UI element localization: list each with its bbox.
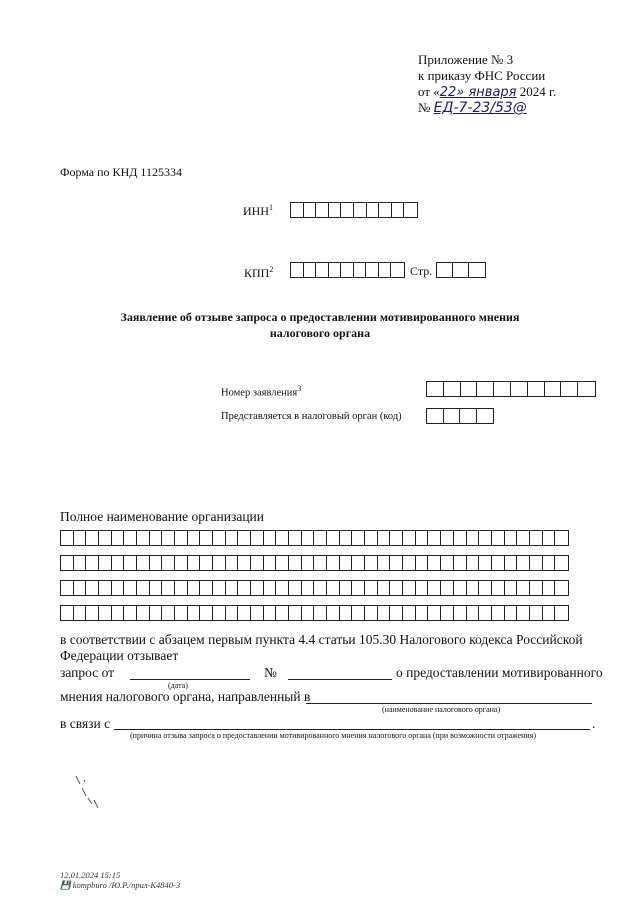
input-cell[interactable] [99, 531, 112, 545]
input-cell[interactable] [264, 581, 277, 595]
input-cell[interactable] [264, 556, 277, 570]
input-cell[interactable] [392, 203, 405, 217]
input-cell[interactable] [276, 606, 289, 620]
reason-line[interactable] [114, 729, 590, 730]
input-cell[interactable] [543, 531, 556, 545]
input-cell[interactable] [479, 556, 492, 570]
file-icon: 💾 [60, 880, 71, 890]
input-cell[interactable] [352, 606, 365, 620]
authority-caption: (наименование налогового органа) [382, 705, 501, 714]
input-cell[interactable] [327, 556, 340, 570]
input-cell[interactable] [124, 606, 137, 620]
input-cell[interactable] [124, 531, 137, 545]
input-cell[interactable] [304, 203, 317, 217]
input-cell[interactable] [226, 531, 239, 545]
input-cell[interactable] [530, 581, 543, 595]
input-cell[interactable] [327, 581, 340, 595]
input-cell[interactable] [367, 203, 380, 217]
input-cell[interactable] [162, 581, 175, 595]
input-cell[interactable] [200, 556, 213, 570]
org-name-row-1[interactable] [60, 530, 569, 546]
input-cell[interactable] [545, 382, 562, 396]
input-cell[interactable] [492, 531, 505, 545]
footer-timestamp: 12.01.2024 15:15 [60, 870, 121, 880]
input-cell[interactable] [390, 556, 403, 570]
input-cell[interactable] [441, 531, 454, 545]
input-cell[interactable] [505, 606, 518, 620]
input-cell[interactable] [378, 606, 391, 620]
input-cell[interactable] [416, 581, 429, 595]
input-cell[interactable] [289, 606, 302, 620]
input-cell[interactable] [264, 606, 277, 620]
input-cell[interactable] [162, 556, 175, 570]
input-cell[interactable] [530, 606, 543, 620]
input-cell[interactable] [511, 382, 528, 396]
input-cell[interactable] [226, 581, 239, 595]
input-cell[interactable] [352, 581, 365, 595]
input-cell[interactable] [528, 382, 545, 396]
input-cell[interactable] [517, 606, 530, 620]
inn-label-text: ИНН [243, 204, 269, 218]
input-cell[interactable] [112, 556, 125, 570]
tax-authority-name-line[interactable] [306, 703, 592, 704]
input-cell[interactable] [314, 531, 327, 545]
input-cell[interactable] [329, 263, 342, 277]
input-cell[interactable] [441, 581, 454, 595]
input-cell[interactable] [461, 382, 478, 396]
input-cell[interactable] [505, 531, 518, 545]
input-cell[interactable] [366, 263, 379, 277]
input-cell[interactable] [188, 606, 201, 620]
opinion-text: мнения налогового органа, направленный в [60, 689, 311, 704]
input-cell[interactable] [289, 531, 302, 545]
input-cell[interactable] [555, 606, 568, 620]
input-cell[interactable] [61, 606, 74, 620]
input-cell[interactable] [314, 581, 327, 595]
input-cell[interactable] [137, 581, 150, 595]
body-line-1: в соответствии с абзацем первым пункта 4.4 статьи 105.30 Налогового кодекса Российской [60, 632, 583, 647]
order-date-prefix: от « [418, 84, 440, 99]
input-cell[interactable] [543, 581, 556, 595]
input-cell[interactable] [112, 531, 125, 545]
input-cell[interactable] [314, 556, 327, 570]
input-cell[interactable] [289, 556, 302, 570]
application-number-cells[interactable] [426, 381, 596, 397]
input-cell[interactable] [99, 606, 112, 620]
input-cell[interactable] [444, 382, 461, 396]
input-cell[interactable] [390, 606, 403, 620]
input-cell[interactable] [555, 556, 568, 570]
handwritten-mark-icon [70, 770, 110, 815]
input-cell[interactable] [365, 556, 378, 570]
input-cell[interactable] [314, 606, 327, 620]
input-cell[interactable] [428, 531, 441, 545]
appendix-label: Приложение № 3 [418, 52, 514, 67]
order-number-prefix: № [418, 100, 431, 115]
request-from-label: запрос от [60, 665, 115, 680]
input-cell[interactable] [112, 581, 125, 595]
input-cell[interactable] [276, 581, 289, 595]
input-cell[interactable] [404, 203, 417, 217]
input-cell[interactable] [251, 531, 264, 545]
input-cell[interactable] [505, 556, 518, 570]
page-cells[interactable] [436, 262, 486, 278]
input-cell[interactable] [460, 409, 477, 423]
tax-authority-cells[interactable] [426, 408, 494, 424]
input-cell[interactable] [329, 203, 342, 217]
input-cell[interactable] [137, 556, 150, 570]
input-cell[interactable] [188, 556, 201, 570]
input-cell[interactable] [517, 556, 530, 570]
input-cell[interactable] [454, 531, 467, 545]
kpp-cells[interactable] [290, 262, 405, 278]
org-name-row-3[interactable] [60, 580, 569, 596]
input-cell[interactable] [188, 531, 201, 545]
input-cell[interactable] [379, 203, 392, 217]
input-cell[interactable] [365, 606, 378, 620]
input-cell[interactable] [416, 531, 429, 545]
input-cell[interactable] [291, 263, 304, 277]
input-cell[interactable] [416, 556, 429, 570]
input-cell[interactable] [416, 606, 429, 620]
input-cell[interactable] [137, 606, 150, 620]
input-cell[interactable] [124, 581, 137, 595]
inn-cells[interactable] [290, 202, 418, 218]
input-cell[interactable] [213, 556, 226, 570]
due-to-label: в связи с [60, 716, 111, 731]
inn-label [243, 203, 273, 219]
input-cell[interactable] [251, 556, 264, 570]
input-cell[interactable] [437, 263, 453, 277]
input-cell[interactable] [379, 263, 392, 277]
input-cell[interactable] [477, 409, 494, 423]
application-number-footnote: 3 [297, 384, 302, 393]
input-cell[interactable] [441, 556, 454, 570]
input-cell[interactable] [150, 581, 163, 595]
input-cell[interactable] [454, 556, 467, 570]
document-title-line1: Заявление об отзыве запроса о предоставлении мотивированного мнения [120, 310, 520, 324]
reason-caption: (причина отзыва запроса о предоставлении мотивированного мнения налогового органа (при возможности отражения) [130, 731, 536, 740]
input-cell[interactable] [226, 556, 239, 570]
input-cell[interactable] [327, 606, 340, 620]
input-cell[interactable] [302, 606, 315, 620]
input-cell[interactable] [251, 581, 264, 595]
input-cell[interactable] [543, 556, 556, 570]
org-name-row-4[interactable] [60, 605, 569, 621]
order-number [418, 100, 527, 116]
input-cell[interactable] [86, 581, 99, 595]
footer-file [60, 880, 180, 891]
input-cell[interactable] [276, 531, 289, 545]
input-cell[interactable] [316, 203, 329, 217]
input-cell[interactable] [86, 556, 99, 570]
input-cell[interactable] [492, 581, 505, 595]
input-cell[interactable] [238, 531, 251, 545]
request-number-line[interactable] [288, 679, 392, 680]
input-cell[interactable] [150, 556, 163, 570]
inn-footnote: 1 [269, 203, 273, 212]
input-cell[interactable] [530, 556, 543, 570]
request-date-line[interactable] [130, 679, 250, 680]
tax-authority-label: Представляется в налоговый орган (код) [221, 411, 402, 422]
input-cell[interactable] [354, 263, 367, 277]
input-cell[interactable] [251, 606, 264, 620]
input-cell[interactable] [492, 556, 505, 570]
input-cell[interactable] [137, 531, 150, 545]
input-cell[interactable] [316, 263, 329, 277]
input-cell[interactable] [327, 531, 340, 545]
input-cell[interactable] [390, 531, 403, 545]
org-name-label: Полное наименование организации [60, 509, 264, 524]
input-cell[interactable] [378, 556, 391, 570]
input-cell[interactable] [340, 556, 353, 570]
order-date-suffix: 2024 г. [519, 84, 557, 99]
input-cell[interactable] [291, 203, 304, 217]
input-cell[interactable] [365, 581, 378, 595]
input-cell[interactable] [264, 531, 277, 545]
input-cell[interactable] [467, 531, 480, 545]
input-cell[interactable] [555, 531, 568, 545]
input-cell[interactable] [454, 581, 467, 595]
about-text: о предоставлении мотивированного [396, 665, 603, 680]
order-label: к приказу ФНС России [418, 68, 546, 83]
input-cell[interactable] [444, 409, 461, 423]
input-cell[interactable] [505, 581, 518, 595]
input-cell[interactable] [74, 556, 87, 570]
input-cell[interactable] [61, 556, 74, 570]
input-cell[interactable] [467, 556, 480, 570]
input-cell[interactable] [479, 606, 492, 620]
input-cell[interactable] [427, 382, 444, 396]
input-cell[interactable] [365, 531, 378, 545]
input-cell[interactable] [391, 263, 404, 277]
footer-file-text: kompburo /Ю.Р./прил-К4840-3 [72, 880, 181, 890]
input-cell[interactable] [517, 581, 530, 595]
body-line-2: Федерации отзывает [60, 648, 179, 663]
input-cell[interactable] [341, 203, 354, 217]
application-number-label [221, 384, 301, 399]
input-cell[interactable] [200, 606, 213, 620]
input-cell[interactable] [238, 606, 251, 620]
input-cell[interactable] [238, 556, 251, 570]
input-cell[interactable] [175, 531, 188, 545]
input-cell[interactable] [479, 581, 492, 595]
input-cell[interactable] [427, 409, 444, 423]
input-cell[interactable] [454, 606, 467, 620]
input-cell[interactable] [124, 556, 137, 570]
input-cell[interactable] [390, 581, 403, 595]
input-cell[interactable] [578, 382, 595, 396]
form-code: Форма по КНД 1125334 [60, 165, 182, 179]
input-cell[interactable] [226, 606, 239, 620]
input-cell[interactable] [200, 581, 213, 595]
kpp-label-text: КПП [244, 266, 270, 280]
input-cell[interactable] [150, 606, 163, 620]
input-cell[interactable] [340, 606, 353, 620]
input-cell[interactable] [213, 606, 226, 620]
kpp-footnote: 2 [269, 265, 274, 274]
input-cell[interactable] [99, 556, 112, 570]
input-cell[interactable] [74, 581, 87, 595]
input-cell[interactable] [74, 606, 87, 620]
input-cell[interactable] [162, 606, 175, 620]
document-title-line2: налогового органа [269, 326, 371, 340]
input-cell[interactable] [467, 606, 480, 620]
input-cell[interactable] [238, 581, 251, 595]
input-cell[interactable] [467, 581, 480, 595]
input-cell[interactable] [302, 531, 315, 545]
order-number-handwritten: ЕД-7-23/53@ [433, 100, 527, 116]
input-cell[interactable] [175, 581, 188, 595]
input-cell[interactable] [543, 606, 556, 620]
input-cell[interactable] [378, 531, 391, 545]
input-cell[interactable] [378, 581, 391, 595]
input-cell[interactable] [561, 382, 578, 396]
input-cell[interactable] [340, 531, 353, 545]
input-cell[interactable] [276, 556, 289, 570]
input-cell[interactable] [403, 581, 416, 595]
input-cell[interactable] [112, 606, 125, 620]
input-cell[interactable] [175, 556, 188, 570]
input-cell[interactable] [341, 263, 354, 277]
input-cell[interactable] [175, 606, 188, 620]
input-cell[interactable] [352, 556, 365, 570]
input-cell[interactable] [479, 531, 492, 545]
input-cell[interactable] [354, 203, 367, 217]
kpp-label [244, 265, 273, 281]
input-cell[interactable] [453, 263, 469, 277]
input-cell[interactable] [61, 531, 74, 545]
input-cell[interactable] [517, 531, 530, 545]
input-cell[interactable] [99, 581, 112, 595]
input-cell[interactable] [86, 531, 99, 545]
input-cell[interactable] [213, 581, 226, 595]
input-cell[interactable] [74, 531, 87, 545]
application-number-label-text: Номер заявления [221, 387, 298, 399]
input-cell[interactable] [477, 382, 494, 396]
number-sign: № [264, 665, 277, 680]
input-cell[interactable] [213, 531, 226, 545]
org-name-row-2[interactable] [60, 555, 569, 571]
input-cell[interactable] [428, 606, 441, 620]
input-cell[interactable] [150, 531, 163, 545]
input-cell[interactable] [403, 531, 416, 545]
input-cell[interactable] [441, 606, 454, 620]
input-cell[interactable] [188, 581, 201, 595]
input-cell[interactable] [530, 531, 543, 545]
input-cell[interactable] [352, 531, 365, 545]
input-cell[interactable] [555, 581, 568, 595]
input-cell[interactable] [469, 263, 485, 277]
input-cell[interactable] [302, 556, 315, 570]
order-date-handwritten: 22» января [439, 85, 517, 100]
order-date [418, 84, 556, 100]
input-cell[interactable] [86, 606, 99, 620]
input-cell[interactable] [302, 581, 315, 595]
input-cell[interactable] [304, 263, 317, 277]
reason-period: . [592, 716, 596, 731]
input-cell[interactable] [340, 581, 353, 595]
input-cell[interactable] [428, 556, 441, 570]
input-cell[interactable] [403, 606, 416, 620]
page-label: Стр. [410, 264, 433, 278]
input-cell[interactable] [200, 531, 213, 545]
input-cell[interactable] [61, 581, 74, 595]
input-cell[interactable] [428, 581, 441, 595]
input-cell[interactable] [289, 581, 302, 595]
input-cell[interactable] [494, 382, 511, 396]
input-cell[interactable] [403, 556, 416, 570]
date-caption: (дата) [168, 681, 188, 690]
input-cell[interactable] [492, 606, 505, 620]
input-cell[interactable] [162, 531, 175, 545]
